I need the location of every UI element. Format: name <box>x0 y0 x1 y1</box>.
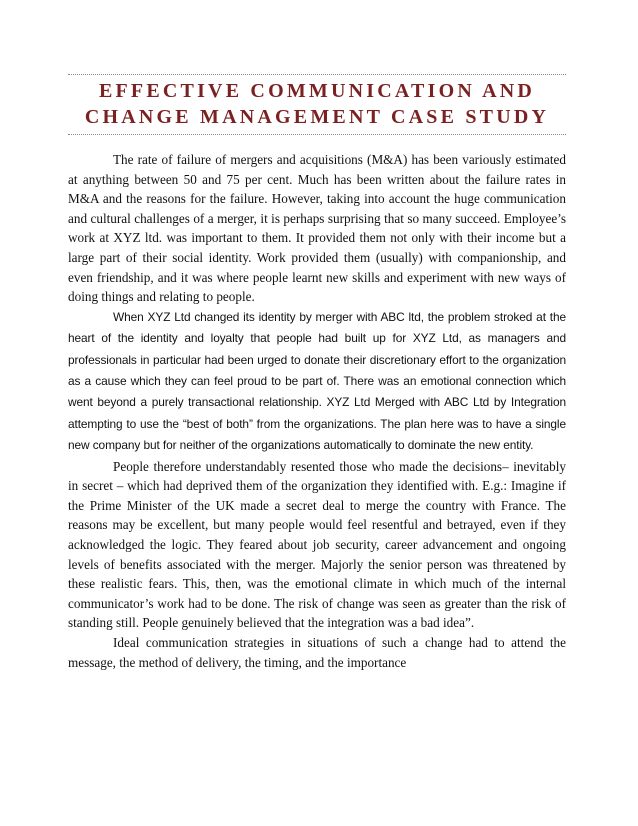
title-top-rule <box>68 74 566 75</box>
document-body <box>68 150 566 672</box>
paragraph-4: Ideal communication strategies in situations of such a change had to attend the message, the method of delivery, the timing, and the importance <box>68 634 566 670</box>
page-title <box>68 78 566 130</box>
title-line-2: CHANGE MANAGEMENT CASE STUDY <box>84 106 550 128</box>
title-line-1: EFFECTIVE COMMUNICATION AND <box>98 80 536 102</box>
paragraph-1: The rate of failure of mergers and acquisitions (M&A) has been variously estimated at anything between 50 and 75 per cent. Much has been written about the failure rates in M&A and the reasons for the failure. However, taking into account the huge communication and cultural challenges of a merger, it is perhaps surprising that so many succeed. Employee’s work at XYZ ltd. was important to them. It provided them not only with their income but a large part of their social identity. Work provided them (usually) with companionship, and even friendship, and it was where people learnt new skills and experiment with new ways of doing things and relating to people. <box>68 152 566 305</box>
paragraph-2: When XYZ Ltd changed its identity by merger with ABC ltd, the problem stroked at the heart of the identity and loyalty that people had built up for XYZ Ltd, as managers and professionals in particular had been urged to donate their discretionary effort to the organization as a cause which they can feel proud to be part of. There was an emotional connection which went beyond a purely transactional relationship. XYZ Ltd Merged with ABC Ltd by Integration attempting to use the “best of both” from the organizations. The plan here was to have a single new company but for neither of the organizations automatically to dominate the new entity. <box>68 309 566 453</box>
paragraph-3: People therefore understandably resented those who made the decisions– inevitably in secret – which had deprived them of the organization they identified with. E.g.: Imagine if the Prime Minister of the UK made a secret deal to merge the country with France. The reasons may be excellent, but many people would feel resentful and betrayed, even if they acknowledged the logic. They feared about job security, career advancement and ongoing levels of benefits associated with the merger. Majorly the senior person was threatened by these realistic fears. This, then, was the emotional climate in which much of the internal communicator’s work had to be done. The risk of change was seen as greater than the risk of standing still. People genuinely believed that the integration was a bad idea”. <box>68 458 566 631</box>
title-bottom-rule <box>68 134 566 135</box>
